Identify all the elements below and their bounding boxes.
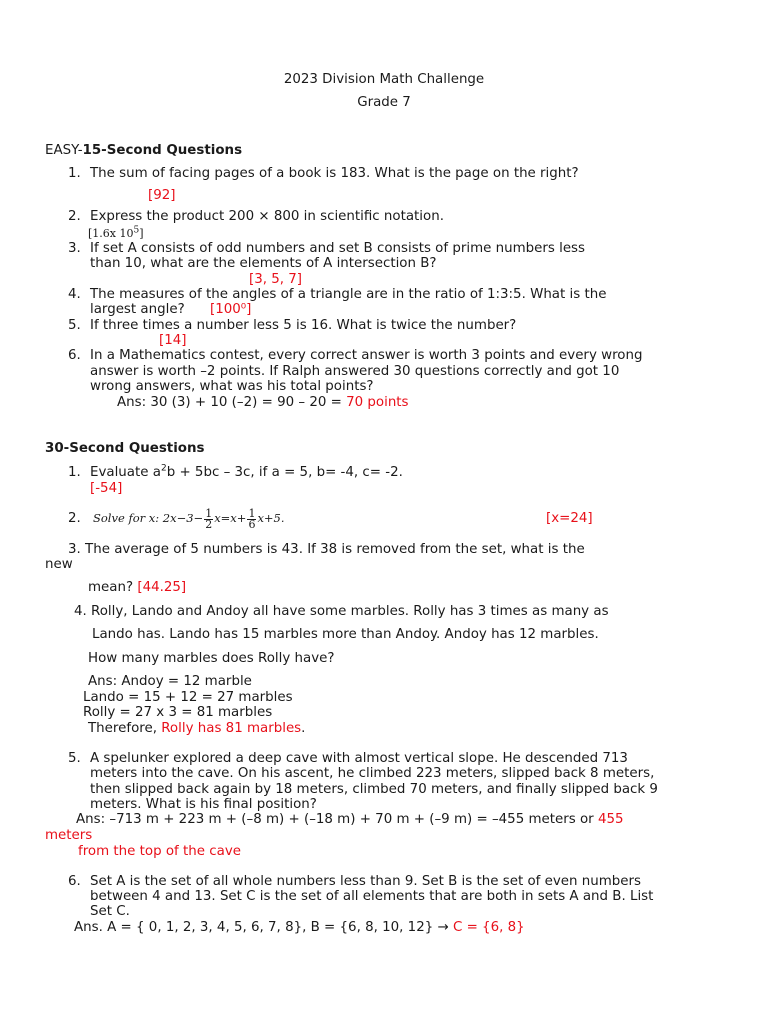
thirty-q5-answer: Ans: –713 m + 223 m + (–8 m) + (–18 m) + 70 m + (–9 m) = –455 meters or 455 (76, 812, 624, 827)
thirty-q5-number: 5. (68, 751, 81, 766)
thirty-q2-number: 2. (68, 511, 81, 526)
thirty-q6-line1: Set A is the set of all whole numbers less than 9. Set B is the set of even numbers (90, 874, 642, 889)
thirty-q3-line2: new (45, 557, 73, 572)
easy-q4-answer: [100⁰] (210, 302, 252, 317)
easy-q3-answer: [3, 5, 7] (249, 272, 303, 287)
easy-q6-answer: Ans: 30 (3) + 10 (–2) = 90 – 20 = 70 points (117, 395, 409, 410)
easy-q3-number: 3. (68, 241, 81, 256)
easy-q3-line1: If set A consists of odd numbers and set B consists of prime numbers less (90, 241, 586, 256)
thirty-q1-number: 1. (68, 465, 81, 480)
easy-q2-number: 2. (68, 209, 81, 224)
easy-q3-line2: than 10, what are the elements of A intersection B? (90, 256, 437, 271)
easy-q6-line2: answer is worth –2 points. If Ralph answered 30 questions correctly and got 10 (90, 364, 620, 379)
thirty-q6-line3: Set C. (90, 904, 130, 919)
easy-q2-answer: [1.6x $10^5$] (88, 225, 144, 240)
thirty-q5-line2: meters into the cave. On his ascent, he climbed 223 meters, slipped back 8 meters, (90, 766, 655, 781)
easy-q4-line2: largest angle? (90, 302, 185, 317)
thirty-q3-line1: 3. The average of 5 numbers is 43. If 38 is removed from the set, what is the (68, 542, 585, 557)
document-title: 2023 Division Math Challenge (283, 72, 485, 87)
easy-q4-number: 4. (68, 287, 81, 302)
thirty-q4-ans4: Therefore, Rolly has 81 marbles. (88, 721, 306, 736)
thirty-q3-line3: mean? [44.25] (88, 580, 187, 595)
grade-label: Grade 7 (357, 95, 411, 110)
fraction-one-half: $\frac{1}{2}$ (205, 506, 213, 531)
easy-q6-line3: wrong answers, what was his total points? (90, 379, 374, 394)
thirty-q1-answer: [-54] (90, 481, 123, 496)
thirty-q6-number: 6. (68, 874, 81, 889)
thirty-q2-answer: [x=24] (546, 511, 593, 526)
easy-q5-text: If three times a number less 5 is 16. What is twice the number? (90, 318, 517, 333)
thirty-q4-line1: 4. Rolly, Lando and Andoy all have some marbles. Rolly has 3 times as many as (74, 604, 609, 619)
thirty-q5-answer-cont2: from the top of the cave (78, 844, 241, 859)
thirty-q5-answer-cont: meters (45, 828, 93, 843)
thirty-q6-answer: Ans. A = { 0, 1, 2, 3, 4, 5, 6, 7, 8}, B = {6, 8, 10, 12} → C = {6, 8} (74, 920, 525, 935)
easy-q4-line1: The measures of the angles of a triangle are in the ratio of 1:3:5. What is the (90, 287, 607, 302)
easy-q6-line1: In a Mathematics contest, every correct answer is worth 3 points and every wrong (90, 348, 643, 363)
easy-q1-answer: [92] (148, 188, 176, 203)
thirty-q4-ans2: Lando = 15 + 12 = 27 marbles (83, 690, 293, 705)
thirty-q2-equation: Solve for x: 2x−3− $\frac{1}{2}$ x=x+ $\frac{1}{6}$ x+5. (93, 506, 285, 531)
easy-q2-text: Express the product 200 × 800 in scientific notation. (90, 209, 444, 224)
easy-q6-number: 6. (68, 348, 81, 363)
thirty-q4-line2: Lando has. Lando has 15 marbles more than Andoy. Andoy has 12 marbles. (92, 627, 599, 642)
thirty-section-heading: 30-Second Questions (45, 441, 205, 456)
fraction-one-sixth: $\frac{1}{6}$ (248, 506, 256, 531)
easy-q5-answer: [14] (159, 333, 187, 348)
easy-q5-number: 5. (68, 318, 81, 333)
thirty-q5-line4: meters. What is his final position? (90, 797, 317, 812)
thirty-q1-text: Evaluate $a^2b + 5bc - 3c$, if a = 5, b= -4, c= -2. (90, 463, 403, 480)
thirty-q5-line3: then slipped back again by 18 meters, climbed 70 meters, and finally slipped back 9 (90, 782, 658, 797)
easy-q1-text: The sum of facing pages of a book is 183. What is the page on the right? (90, 166, 579, 181)
thirty-q4-ans1: Ans: Andoy = 12 marble (88, 674, 252, 689)
thirty-q6-line2: between 4 and 13. Set C is the set of all elements that are both in sets A and B. List (90, 889, 654, 904)
thirty-q4-line3: How many marbles does Rolly have? (88, 651, 335, 666)
easy-section-heading: EASY-15-Second Questions (45, 143, 243, 158)
thirty-q4-ans3: Rolly = 27 x 3 = 81 marbles (83, 705, 273, 720)
easy-q1-number: 1. (68, 166, 81, 181)
thirty-q5-line1: A spelunker explored a deep cave with almost vertical slope. He descended 713 (90, 751, 628, 766)
